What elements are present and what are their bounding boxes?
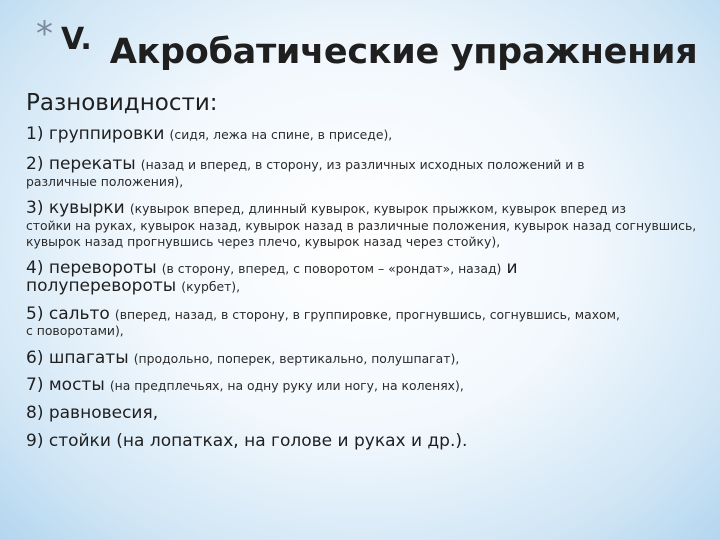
item-detail-continued: стойки на руках, кувырок назад, кувырок назад в различные положения, кувырок назад согнувшись, кувырок назад прогнувшись через плечо, кувырок назад через стойку), (26, 217, 697, 249)
item-term: 5) сальто (26, 303, 110, 324)
list-item-splits (26, 347, 706, 368)
item-detail-secondary: (курбет), (181, 278, 241, 294)
list-item-somersaults (26, 197, 706, 250)
list-item-stands (26, 433, 706, 451)
slide-title (36, 14, 698, 78)
title-bullet-marker: * (36, 14, 53, 54)
item-detail: (вперед, назад, в сторону, в группировке, прогнувшись, согнувшись, махом, (114, 306, 620, 322)
item-detail-continued: различные положения), (26, 173, 184, 189)
item-detail: (назад и вперед, в сторону, из различных исходных положений и в (140, 156, 585, 172)
item-term: 3) кувырки (26, 197, 125, 218)
title-section-number: V. (61, 22, 92, 57)
item-conjunction: и (506, 257, 518, 278)
item-detail: (кувырок вперед, длинный кувырок, кувырок прыжком, кувырок вперед из (129, 200, 627, 216)
item-term-secondary: полуперевороты (26, 275, 177, 296)
list-item-rolls (26, 153, 706, 190)
subheading: Разновидности: (26, 90, 218, 116)
item-term: 7) мосты (26, 375, 105, 396)
list-item-flips (26, 257, 706, 296)
item-term: 6) шпагаты (26, 347, 129, 368)
list-item-bridges (26, 377, 706, 395)
item-detail-continued: с поворотами), (26, 323, 124, 339)
list-item-groupings (26, 126, 706, 144)
item-term: 8) равновесия, (26, 403, 159, 424)
list-item-salto (26, 303, 706, 340)
item-term: 2) перекаты (26, 153, 136, 174)
item-term: 4) перевороты (26, 257, 157, 278)
title-heading: Акробатические упражнения (109, 32, 698, 72)
item-detail: (на предплечьях, на одну руку или ногу, на коленях), (109, 378, 464, 394)
item-detail: (сидя, лежа на спине, в приседе), (169, 127, 393, 142)
item-term: 9) стойки (на лопатках, на голове и руках и др.). (26, 431, 468, 452)
list-item-balances (26, 405, 706, 423)
item-detail: (в сторону, вперед, с поворотом – «рондат», назад) (161, 260, 502, 276)
slide-content (26, 90, 706, 461)
item-term: 1) группировки (26, 124, 165, 144)
item-detail: (продольно, поперек, вертикально, полушпагат), (133, 350, 460, 366)
